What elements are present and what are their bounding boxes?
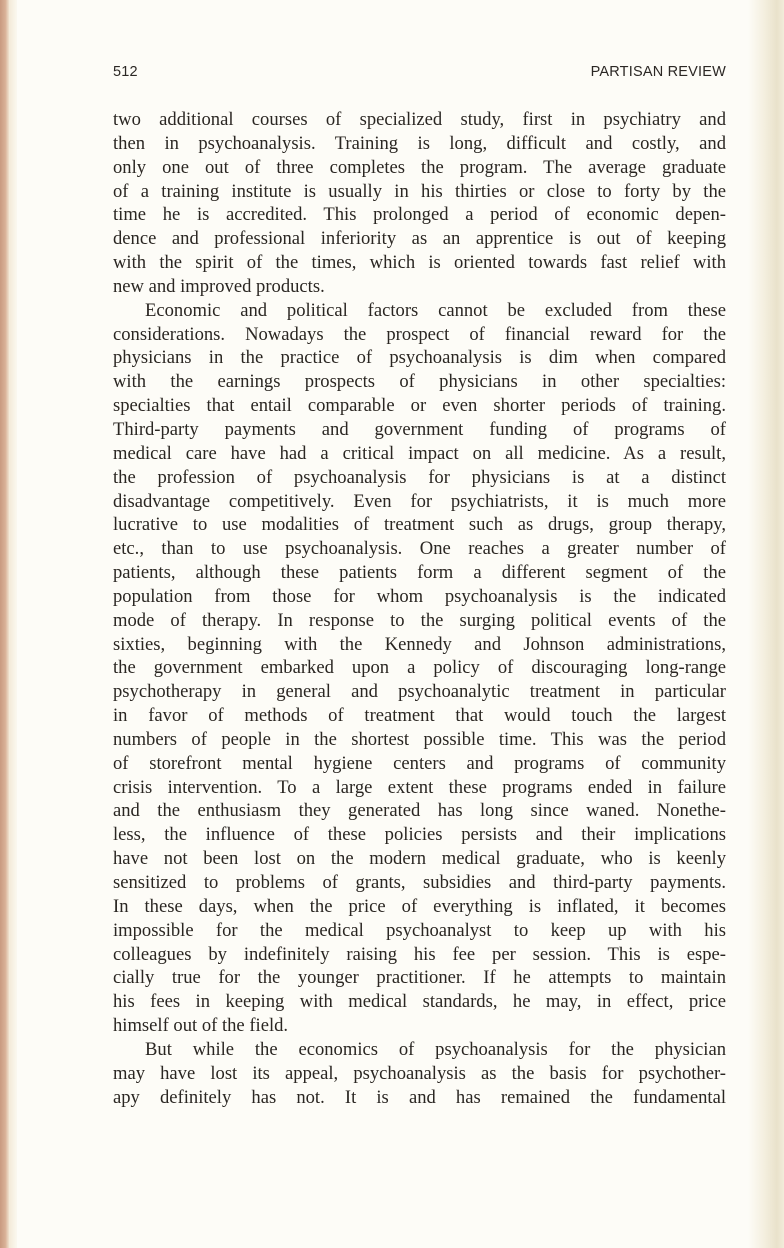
text-line: But while the economics of psychoanalysis for the physician xyxy=(145,1038,726,1060)
text-line: specialties that entail comparable or even shorter periods of training. xyxy=(113,395,726,417)
running-header xyxy=(113,64,726,80)
text-line: psychotherapy in general and psychoanalytic treatment in particular xyxy=(113,681,726,703)
text-line: two additional courses of specialized study, first in psychiatry and xyxy=(113,109,726,130)
text-line: less, the influence of these policies persists and their implications xyxy=(113,824,726,846)
text-line: patients, although these patients form a different segment of the xyxy=(113,562,726,584)
text-line: time he is accredited. This prolonged a period of economic depen- xyxy=(113,204,726,226)
book-spine-edge xyxy=(0,0,9,1248)
text-line: then in psychoanalysis. Training is long, difficult and costly, and xyxy=(113,132,726,154)
text-line: may have lost its appeal, psychoanalysis as the basis for psychother- xyxy=(113,1062,726,1084)
text-line: sensitized to problems of grants, subsidies and third-party payments. xyxy=(113,872,726,893)
text-line: Economic and political factors cannot be excluded from these xyxy=(145,299,726,321)
text-line: population from those for whom psychoanalysis is the indicated xyxy=(113,585,726,607)
text-line: lucrative to use modalities of treatment such as drugs, group therapy, xyxy=(113,514,726,536)
text-line: medical care have had a critical impact on all medicine. As a result, xyxy=(113,442,726,464)
page-edge-stack xyxy=(748,0,784,1248)
text-line: Third-party payments and government funding of programs of xyxy=(113,418,726,440)
text-line: colleagues by indefinitely raising his fee per session. This is espe- xyxy=(113,943,726,965)
text-line: etc., than to use psychoanalysis. One reaches a greater number of xyxy=(113,538,726,560)
text-line: sixties, beginning with the Kennedy and Johnson administrations, xyxy=(113,633,726,655)
text-line: of a training institute is usually in his thirties or close to forty by the xyxy=(113,180,726,202)
text-line: and the enthusiasm they generated has long since waned. Nonethe- xyxy=(113,800,726,822)
text-line: mode of therapy. In response to the surging political events of the xyxy=(113,609,726,631)
text-line: only one out of three completes the program. The average graduate xyxy=(113,156,726,178)
page-gutter-shadow xyxy=(9,0,17,1248)
text-line: cially true for the younger practitioner. If he attempts to maintain xyxy=(113,967,726,989)
text-line: have not been lost on the modern medical graduate, who is keenly xyxy=(113,848,726,870)
text-line: his fees in keeping with medical standards, he may, in effect, price xyxy=(113,991,726,1013)
journal-title: PARTISAN REVIEW xyxy=(590,64,726,80)
text-line: disadvantage competitively. Even for psychiatrists, it is much more xyxy=(113,490,726,512)
text-line: in favor of methods of treatment that would touch the largest xyxy=(113,705,726,727)
text-line: impossible for the medical psychoanalyst to keep up with his xyxy=(113,919,726,941)
text-line: the government embarked upon a policy of discouraging long-range xyxy=(113,657,726,679)
text-line: In these days, when the price of everything is inflated, it becomes xyxy=(113,895,726,917)
text-line: numbers of people in the shortest possible time. This was the period xyxy=(113,728,726,750)
text-line: himself out of the field. xyxy=(113,1015,289,1037)
text-line: considerations. Nowadays the prospect of financial reward for the xyxy=(113,323,726,345)
text-line: new and improved products. xyxy=(113,275,325,297)
article-body xyxy=(113,108,726,1109)
text-line: dence and professional inferiority as an apprentice is out of keeping xyxy=(113,228,726,250)
text-line: with the spirit of the times, which is oriented towards fast relief with xyxy=(113,252,726,274)
text-line: with the earnings prospects of physicians in other specialties: xyxy=(113,371,726,393)
text-line: physicians in the practice of psychoanalysis is dim when compared xyxy=(113,347,726,369)
text-line: of storefront mental hygiene centers and programs of community xyxy=(113,752,726,774)
text-line: apy definitely has not. It is and has remained the fundamental xyxy=(113,1086,726,1108)
text-line: the profession of psychoanalysis for physicians is at a distinct xyxy=(113,466,726,488)
page-number: 512 xyxy=(113,64,138,80)
text-line: crisis intervention. To a large extent these programs ended in failure xyxy=(113,776,726,798)
